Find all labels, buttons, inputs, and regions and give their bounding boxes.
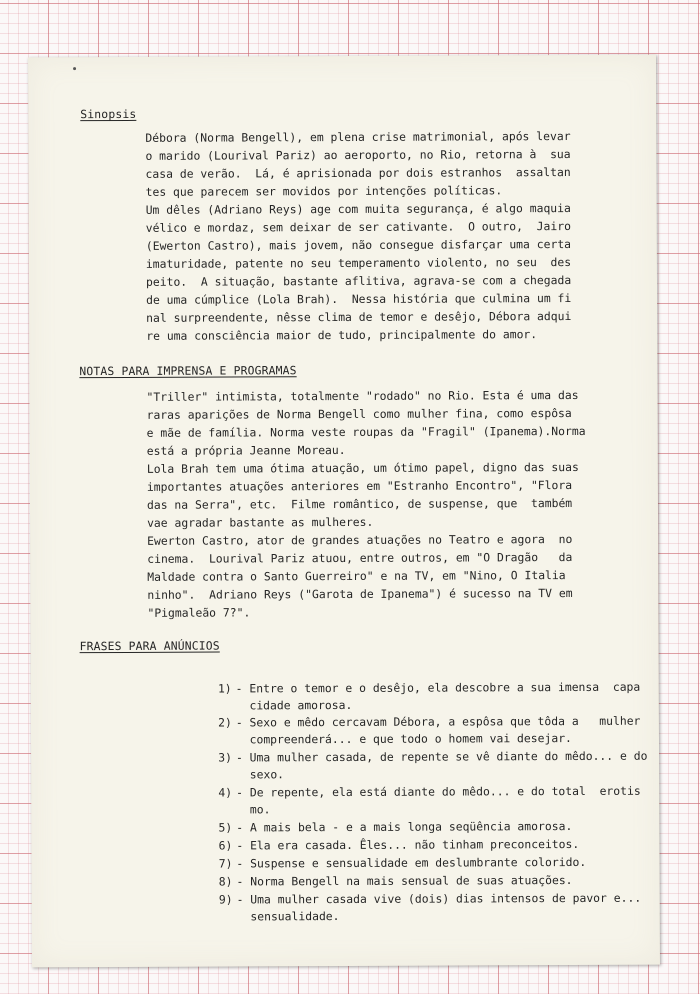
typewritten-sheet	[28, 55, 660, 968]
item-text	[237, 890, 642, 926]
text-line: Maldade contra o Santo Guerreiro" e na TV, em "Nino, O Italia	[147, 568, 566, 584]
text-line: sensualidade.	[236, 909, 340, 924]
text-line: mo.	[236, 802, 271, 817]
text-line: e mãe de família. Norma veste roupas da "Fragil" (Ipanema).Norma	[146, 423, 586, 440]
text-line: das na Serra", etc. Filme romântico, de suspense, que também	[146, 496, 573, 512]
item-number: 3)	[218, 750, 232, 765]
item-number: 6)	[218, 838, 233, 853]
list-item	[144, 873, 642, 943]
text-line: - A mais bela - e a mais longa seqüência amorosa.	[236, 819, 573, 835]
text-line: - De repente, ela está diante do mêdo... e do total erotis	[236, 783, 641, 800]
text-line: imaturidade, patente no seu temperamento violento, no seu des	[145, 255, 572, 271]
text-line: de uma cúmplice (Lola Brah). Nessa história que culmina um fi	[146, 291, 572, 307]
item-number: 9)	[218, 892, 233, 907]
text-line: Débora (Norma Bengell), em plena crise matrimonial, após levar	[145, 129, 571, 145]
text-line: ninho". Adriano Reys ("Garota de Ipanema") é sucesso na TV em	[147, 586, 573, 602]
text-line: vélico e mordaz, sem deixar de ser cativante. O outro, Jairo	[145, 219, 571, 235]
document-body	[28, 55, 660, 968]
item-number: 1)	[217, 681, 232, 696]
text-line: tes que parecem ser movidos por intenções políticas.	[145, 183, 503, 199]
text-line: Ewerton Castro, ator de grandes atuações no Teatro e agora no	[147, 532, 573, 548]
text-line: Um dêles (Adriano Reys) age com muita segurança, é algo maquia	[145, 201, 571, 217]
text-line: raras aparições de Norma Bengell como mulher fina, como espôsa	[146, 406, 572, 422]
section-heading-notas: NOTAS PARA IMPRENSA E PROGRAMAS	[79, 363, 297, 379]
text-line: compreenderá... e que todo o homem vai desejar.	[235, 731, 572, 747]
text-line: Lola Brah tem uma ótima atuação, um ótimo papel, digno das suas	[146, 459, 579, 476]
text-line: sexo.	[235, 767, 285, 782]
text-line: vae agradar bastante as mulheres.	[147, 514, 374, 530]
text-line: peito. A situação, bastante aflitiva, agrava-se com a chegada	[145, 273, 572, 289]
text-line: - Uma mulher casada, de repente se vê diante do mêdo... e do	[235, 748, 648, 765]
item-number: 4)	[218, 785, 233, 800]
text-line: re uma consciência maior de tudo, principalmente do amor.	[146, 327, 538, 343]
text-line: - Suspense e sensualidade em deslumbrante colorido.	[236, 854, 587, 871]
text-line: está a própria Jeanne Moreau.	[146, 442, 346, 458]
section-heading-frases: FRASES PARA ANÚNCIOS	[79, 638, 220, 654]
text-line: "Pigmaleão 7?".	[147, 605, 251, 620]
text-line: o marido (Lourival Pariz) ao aeroporto, no Rio, retorna à sua	[145, 147, 571, 163]
text-line: (Ewerton Castro), mais jovem, não consegue disfarçar uma certa	[145, 237, 572, 253]
text-line: - Norma Bengell na mais sensual de suas atuações.	[236, 873, 573, 889]
ad-phrases-list	[143, 662, 648, 924]
text-line: nal surpreendente, nêsse clima de temor e desêjo, Débora adqui	[146, 309, 572, 325]
text-line: cinema. Lourival Pariz atuou, entre outros, em "O Dragão da	[147, 550, 573, 566]
item-number: 5)	[218, 820, 233, 835]
synopsis-paragraph	[145, 127, 636, 345]
item-number: 8)	[218, 874, 233, 889]
press-notes-paragraph	[146, 386, 637, 622]
text-line: - Entre o temor e o desêjo, ela descobre a sua imensa capa	[235, 679, 641, 696]
section-heading-sinopsis: Sinopsis	[80, 106, 137, 122]
text-line: - Sexo e mêdo cercavam Débora, a espôsa que tôda a mulher	[235, 713, 641, 730]
text-line: - Ela era casada. Êles... não tinham preconceitos.	[236, 836, 580, 853]
text-line: cidade amorosa.	[235, 697, 353, 713]
text-line: casa de verão. Lá, é aprisionada por dois estranhos assaltan	[145, 165, 571, 181]
item-number: 7)	[218, 856, 233, 871]
text-line: importantes atuações anteriores em "Estranho Encontro", "Flora	[146, 478, 573, 494]
text-line: "Triller" intimista, totalmente "rodado" no Rio. Esta é uma das	[146, 387, 579, 404]
text-line: - Uma mulher casada vive (dois) dias intensos de pavor e...	[236, 890, 642, 907]
item-number: 2)	[218, 715, 232, 730]
